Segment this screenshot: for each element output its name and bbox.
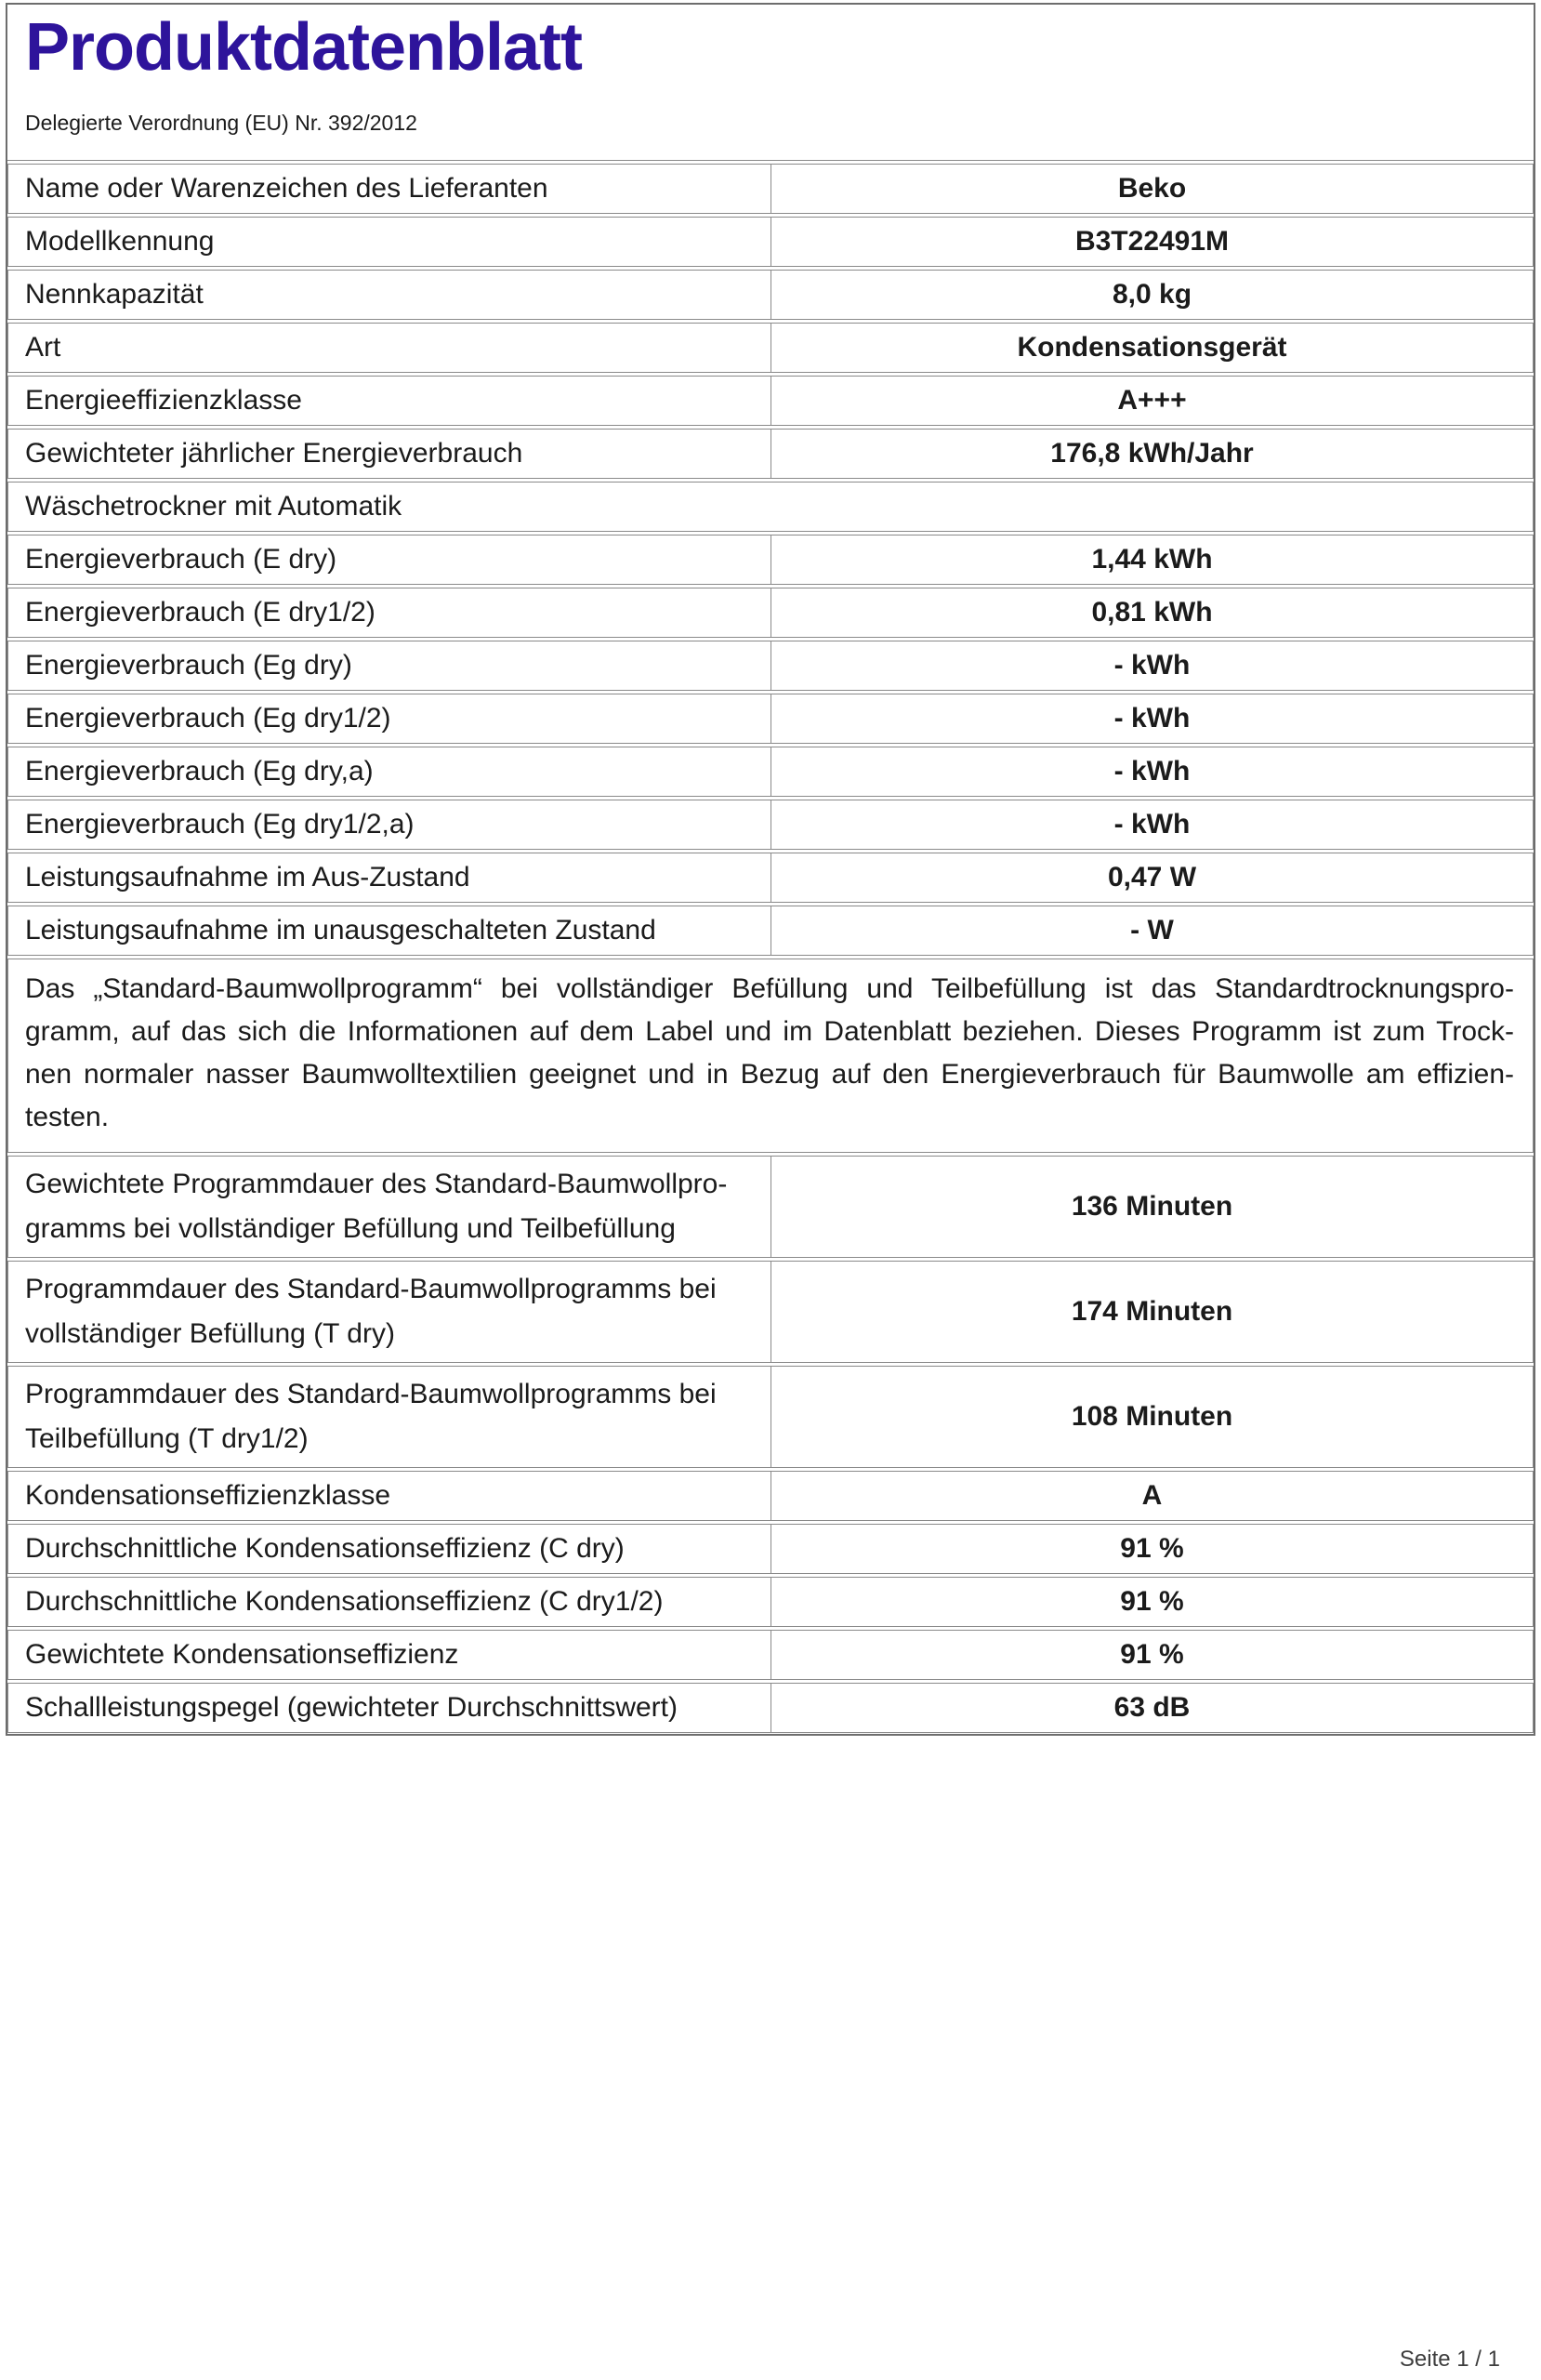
table-row — [7, 217, 1534, 267]
row-label: Energieverbrauch (Eg dry) — [25, 650, 352, 681]
row-value: 176,8 kWh/Jahr — [770, 430, 1533, 478]
table-row — [7, 641, 1534, 691]
row-label: Schallleistungspegel (gewichteter Durchschnittswert) — [25, 1692, 678, 1723]
table-row — [7, 694, 1534, 744]
table-row — [7, 1683, 1534, 1733]
row-label — [8, 1367, 770, 1467]
row-value: 136 Minuten — [770, 1157, 1533, 1257]
page-number: Seite 1 / 1 — [1399, 2347, 1500, 2372]
table-row — [7, 535, 1534, 585]
table-row — [7, 588, 1534, 638]
table-row — [7, 164, 1534, 214]
table-row — [7, 1630, 1534, 1680]
table-row — [7, 853, 1534, 903]
page-title: Produktdatenblatt — [25, 10, 583, 85]
row-label: Gewichteter jährlicher Energieverbrauch — [25, 438, 523, 469]
row-value: 63 dB — [770, 1684, 1533, 1732]
row-value: 91 % — [770, 1631, 1533, 1679]
row-label: Energieeffizienzklasse — [25, 385, 302, 416]
row-label-line: Programmdauer des Standard-Baumwollprogramms bei — [25, 1274, 717, 1304]
row-label: Energieverbrauch (Eg dry,a) — [25, 756, 374, 787]
row-value: 1,44 kWh — [770, 536, 1533, 584]
spec-table — [7, 164, 1534, 1733]
table-row — [7, 1156, 1534, 1258]
table-row — [7, 1577, 1534, 1627]
row-value: A+++ — [770, 377, 1533, 425]
row-value: 0,81 kWh — [770, 588, 1533, 637]
row-label-line: Teilbefüllung (T dry1/2) — [25, 1423, 309, 1454]
row-label: Energieverbrauch (Eg dry1/2,a) — [25, 809, 415, 840]
row-label: Energieverbrauch (E dry) — [25, 544, 337, 575]
row-label: Name oder Warenzeichen des Lieferanten — [25, 173, 548, 204]
table-row — [7, 906, 1534, 956]
row-value: 91 % — [770, 1578, 1533, 1626]
row-label: Energieverbrauch (Eg dry1/2) — [25, 703, 391, 734]
row-label: Energieverbrauch (E dry1/2) — [25, 597, 375, 628]
table-row — [7, 376, 1534, 426]
datasheet-header — [7, 5, 1534, 161]
regulation-subtitle: Delegierte Verordnung (EU) Nr. 392/2012 — [25, 111, 417, 135]
row-label: Gewichtete Kondensationseffizienz — [25, 1639, 459, 1670]
row-value: 174 Minuten — [770, 1262, 1533, 1362]
row-value: Kondensationsgerät — [770, 324, 1533, 372]
row-label — [8, 1157, 770, 1257]
row-value: A — [770, 1472, 1533, 1520]
note-line: testen. — [25, 1102, 110, 1132]
table-section-row — [7, 482, 1534, 532]
row-label: Kondensationseffizienzklasse — [25, 1480, 391, 1511]
row-value: - kWh — [770, 800, 1533, 849]
note-line: Das „Standard-Baumwollprogramm“ bei vollständiger Befüllung und Teilbefüllung ist das Standardtrocknungspro- — [25, 973, 1514, 1004]
table-row — [7, 429, 1534, 479]
row-value: 91 % — [770, 1525, 1533, 1573]
row-label: Leistungsaufnahme im Aus-Zustand — [25, 862, 470, 892]
table-row — [7, 323, 1534, 373]
row-label-line: gramms bei vollständiger Befüllung und Teilbefüllung — [25, 1213, 676, 1244]
row-value: - kWh — [770, 747, 1533, 796]
table-row — [7, 270, 1534, 320]
row-label: Durchschnittliche Kondensationseffizienz (C dry1/2) — [25, 1586, 664, 1617]
table-row — [7, 1524, 1534, 1574]
table-row — [7, 1261, 1534, 1363]
table-row — [7, 1366, 1534, 1468]
row-label: Art — [25, 332, 61, 363]
table-row — [7, 1471, 1534, 1521]
note-line: gramm, auf das sich die Informationen auf dem Label und im Datenblatt beziehen. Dieses Programm ist zum Trock- — [25, 1016, 1514, 1047]
datasheet-frame — [6, 3, 1535, 1736]
row-label-line: Gewichtete Programmdauer des Standard-Baumwollpro- — [25, 1169, 728, 1199]
row-value: Beko — [770, 165, 1533, 213]
table-row — [7, 800, 1534, 850]
row-value: - kWh — [770, 641, 1533, 690]
row-value: B3T22491M — [770, 218, 1533, 266]
table-row — [7, 747, 1534, 797]
row-value: 8,0 kg — [770, 271, 1533, 319]
note-paragraph — [7, 959, 1534, 1153]
note-line: nen normaler nasser Baumwolltextilien geeignet und in Bezug auf den Energieverbrauch für Baumwolle am effizien- — [25, 1059, 1514, 1090]
row-value: - kWh — [770, 694, 1533, 743]
row-label-line: Programmdauer des Standard-Baumwollprogramms bei — [25, 1379, 717, 1409]
row-value: - W — [770, 906, 1533, 955]
row-label: Durchschnittliche Kondensationseffizienz (C dry) — [25, 1533, 625, 1564]
row-value: 108 Minuten — [770, 1367, 1533, 1467]
section-label: Wäschetrockner mit Automatik — [25, 491, 402, 522]
row-label: Modellkennung — [25, 226, 215, 257]
row-label — [8, 1262, 770, 1362]
row-label: Nennkapazität — [25, 279, 204, 310]
row-label-line: vollständiger Befüllung (T dry) — [25, 1318, 395, 1349]
row-value: 0,47 W — [770, 853, 1533, 902]
row-label: Leistungsaufnahme im unausgeschalteten Zustand — [25, 915, 656, 945]
